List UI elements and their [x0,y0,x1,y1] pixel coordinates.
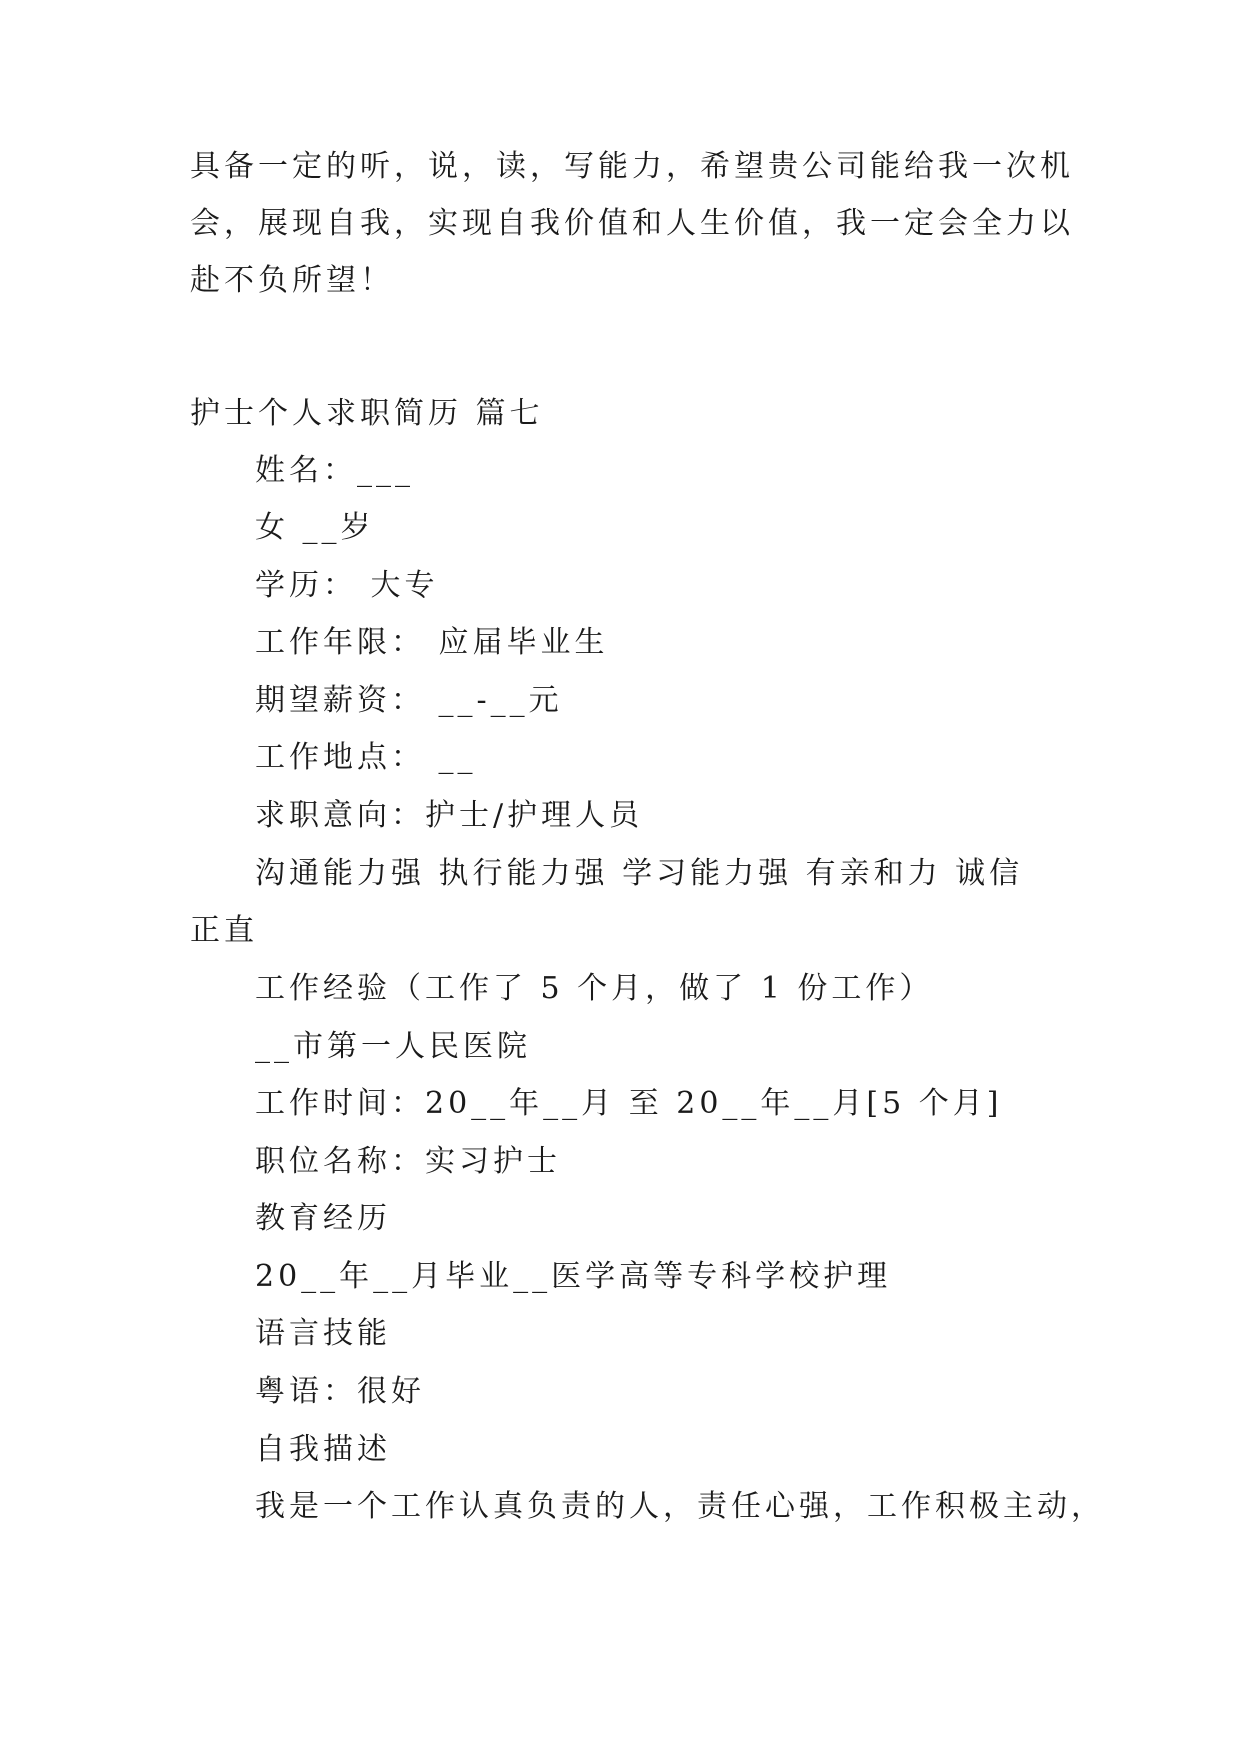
language-heading: 语言技能 [255,1316,391,1351]
experience-position: 职位名称：实习护士 [255,1144,561,1179]
language-detail: 粤语：很好 [255,1374,425,1409]
intro-line-1: 具备一定的听，说，读，写能力，希望贵公司能给我一次机 [190,149,1074,184]
section-title: 护士个人求职简历 篇七 [190,396,544,431]
education-heading: 教育经历 [255,1201,391,1236]
field-salary: 期望薪资： __-__元 [255,683,563,718]
experience-heading: 工作经验（工作了 5 个月，做了 1 份工作） [255,971,934,1006]
field-location: 工作地点： __ [255,740,477,775]
self-description-heading: 自我描述 [255,1432,391,1467]
field-job-intent: 求职意向：护士/护理人员 [255,798,644,833]
traits-line-1: 沟通能力强 执行能力强 学习能力强 有亲和力 诚信 [255,856,1024,891]
field-gender-age: 女 __岁 [255,510,375,545]
experience-period: 工作时间：20__年__月 至 20__年__月[5 个月] [255,1086,1003,1121]
field-work-years: 工作年限： 应届毕业生 [255,625,609,660]
traits-line-2: 正直 [190,913,258,948]
intro-line-2: 会，展现自我，实现自我价值和人生价值，我一定会全力以 [190,206,1074,241]
field-education: 学历： 大专 [255,568,439,603]
experience-hospital: __市第一人民医院 [255,1029,531,1064]
education-detail: 20__年__月毕业__医学高等专科学校护理 [255,1259,892,1294]
field-name: 姓名：___ [255,453,414,488]
intro-line-3: 赴不负所望！ [190,263,394,298]
self-description-line-1: 我是一个工作认真负责的人，责任心强，工作积极主动， [255,1489,1105,1524]
